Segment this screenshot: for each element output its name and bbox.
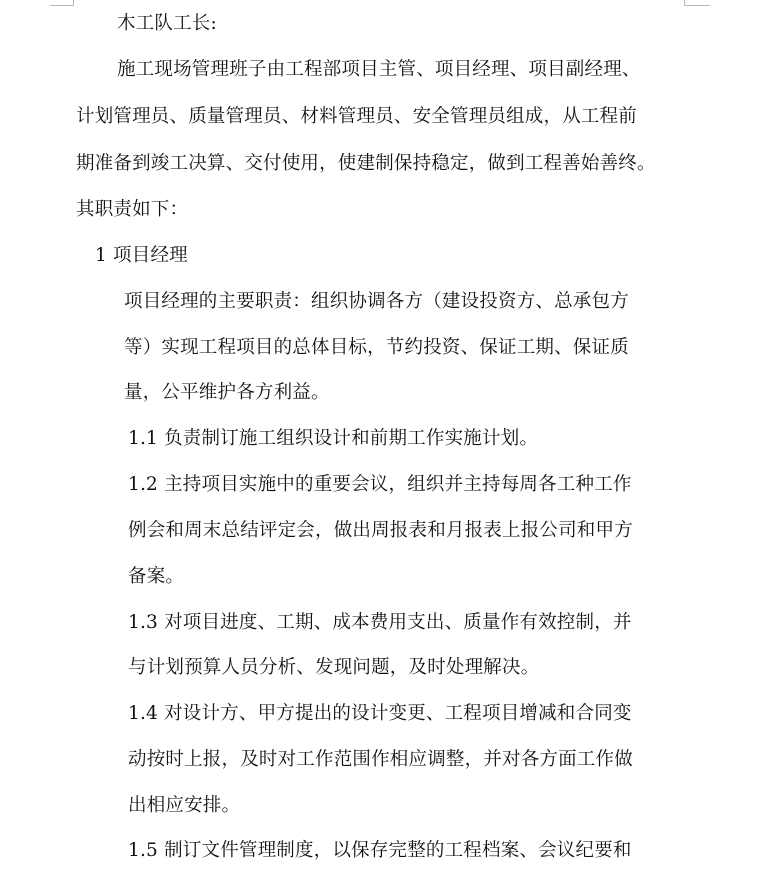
list-item-line: 例会和周末总结评定会，做出周报表和月报表上报公司和甲方 (128, 520, 633, 541)
list-item-line: 1.2 主持项目实施中的重要会议，组织并主持每周各工种工作 (128, 474, 632, 495)
intro-line: 施工现场管理班子由工程部项目主管、项目经理、项目副经理、 (117, 59, 641, 80)
list-item-line: 备案。 (128, 566, 185, 587)
list-item-line: 1.1 负责制订施工组织设计和前期工作实施计划。 (128, 428, 539, 449)
list-item-line: 出相应安排。 (128, 795, 241, 816)
crop-mark-top-right (684, 0, 685, 6)
crop-mark-top-left (50, 5, 74, 6)
list-item-line: 动按时上报，及时对工作范围作相应调整，并对各方面工作做 (128, 749, 633, 770)
list-item-line: 1.5 制订文件管理制度，以保存完整的工程档案、会议纪要和 (128, 840, 632, 861)
crop-mark-top-right (684, 5, 710, 6)
list-item-line: 与计划预算人员分析、发现问题，及时处理解决。 (128, 657, 540, 678)
duty-intro-line: 等）实现工程项目的总体目标，节约投资、保证工期、保证质 (124, 337, 629, 358)
list-item-line: 1.3 对项目进度、工期、成本费用支出、质量作有效控制，并 (128, 612, 632, 633)
crop-mark-top-left (73, 0, 74, 6)
greeting: 木工队工长: (117, 13, 217, 34)
intro-line: 计划管理员、质量管理员、材料管理员、安全管理员组成，从工程前 (76, 106, 638, 127)
section-heading: 1 项目经理 (95, 245, 188, 266)
intro-line: 期准备到竣工决算、交付使用，使建制保持稳定，做到工程善始善终。 (76, 153, 656, 174)
list-item-line: 1.4 对设计方、甲方提出的设计变更、工程项目增减和合同变 (128, 703, 632, 724)
duty-intro-line: 量，公平维护各方利益。 (124, 382, 330, 403)
duty-intro-line: 项目经理的主要职责：组织协调各方（建设投资方、总承包方 (124, 291, 629, 312)
intro-line: 其职责如下： (76, 199, 189, 220)
